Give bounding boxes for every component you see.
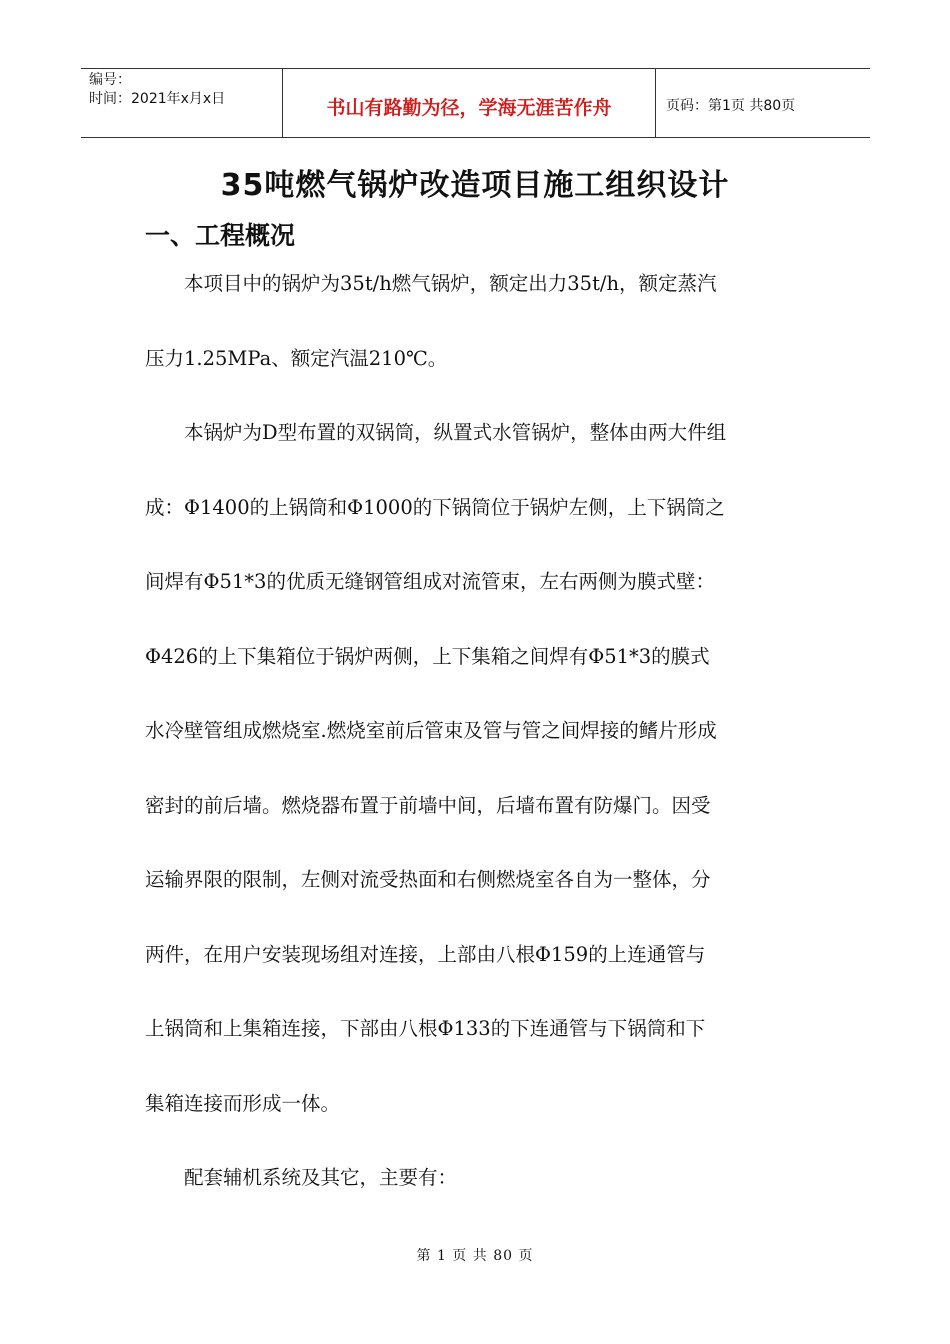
paragraph-line: 两件，在用户安装现场组对连接，上部由八根Φ159的上连通管与 <box>145 942 706 966</box>
paragraph-line: Φ426的上下集箱位于锅炉两侧，上下集箱之间焊有Φ51*3的膜式 <box>145 644 710 668</box>
header-motto: 书山有路勤为径，学海无涯苦作舟 <box>282 69 656 137</box>
header-page-info: 页码：第1页 共80页 <box>666 98 796 114</box>
paragraph-line: 密封的前后墙。燃烧器布置于前墙中间，后墙布置有防爆门。因受 <box>145 793 711 817</box>
paragraph-line: 集箱连接而形成一体。 <box>145 1091 341 1115</box>
paragraph-line: 运输界限的限制，左侧对流受热面和右侧燃烧室各自为一整体，分 <box>145 868 711 891</box>
paragraph-line: 压力1.25MPa、额定汽温210℃。 <box>145 346 448 370</box>
paragraph-line: 水冷壁管组成燃烧室.燃烧室前后管束及管与管之间焊接的鳍片形成 <box>145 719 717 742</box>
paragraph-line: 上锅筒和上集箱连接，下部由八根Φ133的下连通管与下锅筒和下 <box>145 1017 706 1040</box>
paragraph-line: 成：Φ1400的上锅筒和Φ1000的下锅筒位于锅炉左侧，上下锅筒之 <box>145 495 725 519</box>
paragraph-line: 间焊有Φ51*3的优质无缝钢管组成对流管束，左右两侧为膜式壁： <box>145 570 715 593</box>
header-number-label: 编号： <box>89 72 131 88</box>
body-text <box>145 266 810 1235</box>
paragraph-line: 本锅炉为D型布置的双锅筒，纵置式水管锅炉，整体由两大件组 <box>184 421 727 444</box>
page-header <box>81 68 870 138</box>
page-footer: 第 1 页 共 80 页 <box>416 1248 534 1264</box>
paragraph-line: 配套辅机系统及其它，主要有： <box>184 1166 458 1189</box>
paragraph-line: 本项目中的锅炉为35t/h燃气锅炉，额定出力35t/h，额定蒸汽 <box>184 272 717 295</box>
section-heading: 一、工程概况 <box>145 221 296 250</box>
header-meta <box>81 69 282 137</box>
header-time-label: 时间：2021年x月x日 <box>89 91 226 107</box>
document-title: 35吨燃气锅炉改造项目施工组织设计 <box>220 168 730 203</box>
